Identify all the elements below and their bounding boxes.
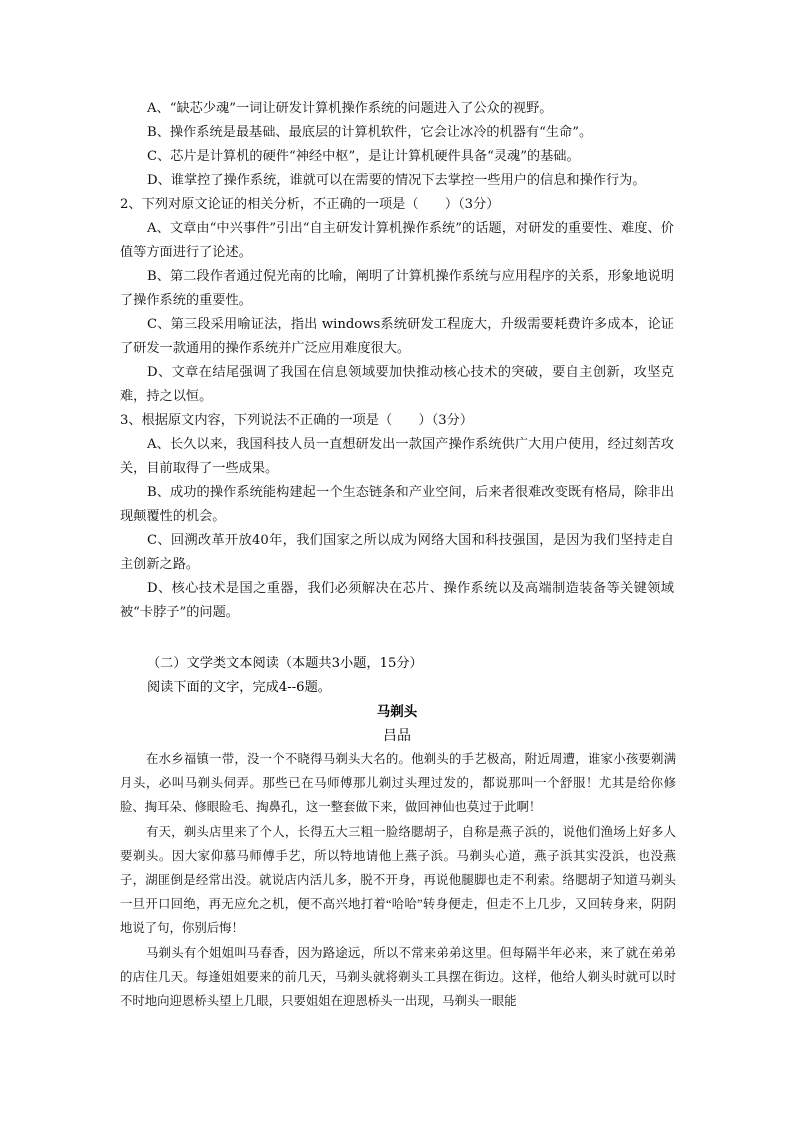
q2-option-b: B、第二段作者通过倪光南的比喻，阐明了计算机操作系统与应用程序的关系，形象地说明了操作系统的重要性。 <box>120 269 674 308</box>
section-heading: （二）文学类文本阅读（本题共3小题，15分） <box>147 656 423 671</box>
q2-option-a: A、文章由“中兴事件”引出“自主研发计算机操作系统”的话题，对研发的重要性、难度、价值等方面进行了论述。 <box>120 221 674 260</box>
story-author: 吕品 <box>383 728 411 744</box>
q1-option-b: B、操作系统是最基础、最底层的计算机软件，它会让冰冷的机器有“生命”。 <box>147 125 593 140</box>
story-title: 马剃头 <box>376 704 418 720</box>
q1-option-d: D、谁掌控了操作系统，谁就可以在需要的情况下去掌控一些用户的信息和操作行为。 <box>147 173 646 188</box>
story-paragraph: 在水乡福镇一带，没一个不晓得马剃头大名的。他剃头的手艺极高，附近周遭，谁家小孩要剃满月头，必叫马剃头伺弄。那些已在马师傅那儿剃过头理过发的，都说那叫一个舒服！尤其是给你修脸、掏耳朵、修眼睑毛、掏鼻孔，这一整套做下来，做回神仙也莫过于此啊！ <box>120 752 676 815</box>
q1-option-c: C、芯片是计算机的硬件“神经中枢”，是让计算机硬件具备“灵魂”的基础。 <box>147 149 580 164</box>
q2-option-c: C、第三段采用喻证法，指出 windows系统研发工程庞大，升级需要耗费许多成本，论证了研发一款通用的操作系统并广泛应用难度很大。 <box>120 317 674 356</box>
q2-option-d: D、文章在结尾强调了我国在信息领域要加快推动核心技术的突破，要自主创新，攻坚克难，持之以恒。 <box>120 365 674 404</box>
q2-stem: 2、下列对原文论证的相关分析，不正确的一项是（ ）（3分） <box>120 197 500 212</box>
section-instruction: 阅读下面的文字，完成4--6题。 <box>147 680 331 695</box>
q3-stem: 3、根据原文内容，下列说法不正确的一项是（ ）（3分） <box>120 413 474 428</box>
story-paragraph: 马剃头有个姐姐叫马春香，因为路途远，所以不常来弟弟这里。但每隔半年必来，来了就在弟弟的店住几天。每逢姐姐要来的前几天，马剃头就将剃头工具摆在街边。这样，他给人剃头时就可以时不时地向迎恩桥头望上几眼，只要姐姐在迎恩桥头一出现，马剃头一眼能 <box>120 945 676 1009</box>
q1-option-a: A、“缺芯少魂”一词让研发计算机操作系统的问题进入了公众的视野。 <box>147 101 553 116</box>
q3-option-d: D、核心技术是国之重器，我们必须解决在芯片、操作系统以及高端制造装备等关键领域被“卡脖子”的问题。 <box>120 581 674 620</box>
q3-option-c: C、回溯改革开放40年，我们国家之所以成为网络大国和科技强国，是因为我们坚持走自主创新之路。 <box>120 533 674 572</box>
q3-option-b: B、成功的操作系统能构建起一个生态链条和产业空间，后来者很难改变既有格局，除非出现颠覆性的机会。 <box>120 485 674 524</box>
passage-questions <box>120 97 674 625</box>
story-body <box>120 747 676 1013</box>
q3-option-a: A、长久以来，我国科技人员一直想研发出一款国产操作系统供广大用户使用，经过刻苦攻关，目前取得了一些成果。 <box>120 437 674 476</box>
story-paragraph: 有天，剃头店里来了个人，长得五大三粗一脸络腮胡子，自称是燕子浜的，说他们渔场上好多人要剃头。因大家仰慕马师傅手艺，所以特地请他上燕子浜。马剃头心道，燕子浜其实没浜，也没燕子，湖匪倒是经常出没。就说店内活儿多，脱不开身，再说他腿脚也走不利索。络腮胡子知道马剃头一旦开口回绝，再无应允之机，便不高兴地打着“哈哈”转身便走，但走不上几步，又回转身来，阴阴地说了句，你别后悔！ <box>120 824 676 936</box>
section-two-header <box>120 652 674 748</box>
